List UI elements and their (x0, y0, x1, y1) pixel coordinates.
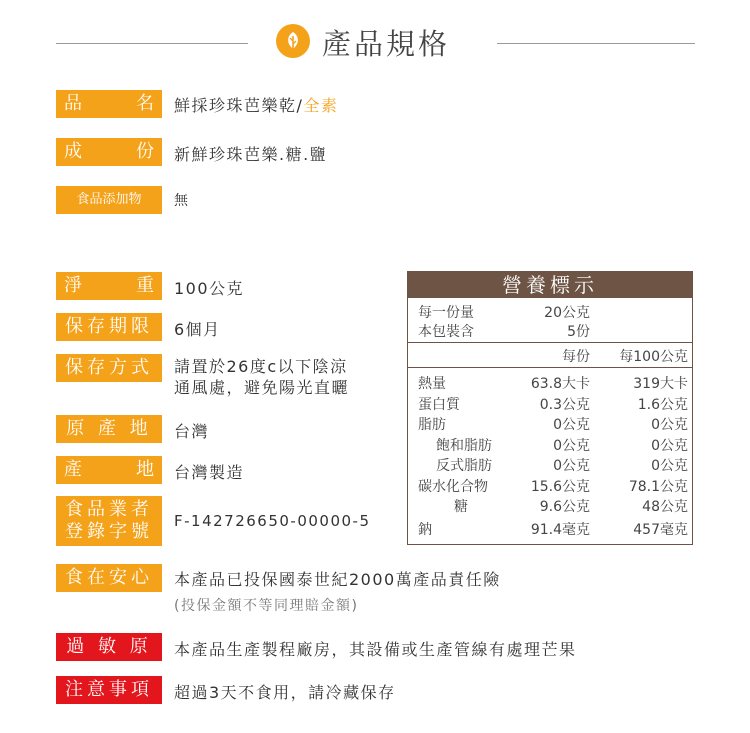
storage-line: 請置於26度c以下陰涼 (174, 357, 348, 376)
allergen-value: 本產品生產製程廠房，其設備或生產管線有處理芒果 (174, 640, 577, 659)
serving-size-value: 20公克 (544, 305, 590, 321)
caution-value: 超過3天不食用，請冷藏保存 (174, 683, 396, 702)
insurance-note: (投保金額不等同理賠金額) (174, 598, 359, 614)
nutrition-table (407, 271, 693, 545)
label-allergen: 過 敏 原 (56, 633, 162, 661)
label-text: 食品業者 (65, 499, 153, 520)
nutrient-per-serving: 0公克 (553, 417, 590, 433)
label-net-weight (56, 272, 162, 300)
producer-value: 台灣製造 (174, 463, 245, 482)
label-producer (56, 456, 162, 484)
divider (408, 342, 692, 343)
nutrient-name: 飽和脂肪 (436, 437, 492, 454)
label-text: 登錄字號 (65, 521, 153, 542)
nutrient-name: 脂肪 (418, 417, 446, 433)
storage-value (174, 356, 349, 398)
nutrient-per-serving: 0公克 (553, 437, 590, 454)
label-caution: 注意事項 (56, 676, 162, 704)
vegan-tag: 全素 (303, 96, 339, 115)
nutrient-per-100g: 1.6公克 (637, 396, 688, 413)
nutrient-per-100g: 0公克 (651, 437, 688, 454)
nutrient-name: 蛋白質 (418, 396, 460, 413)
shelf-life-value: 6個月 (174, 320, 221, 339)
label-additives: 食品添加物 (56, 186, 162, 214)
nutrient-per-serving: 9.6公克 (539, 499, 590, 515)
storage-line: 通風處，避免陽光直曬 (174, 378, 350, 397)
label-text: 淨 (64, 275, 82, 296)
label-registration (56, 496, 162, 546)
divider (408, 367, 692, 368)
nutrient-per-100g: 78.1公克 (628, 478, 688, 495)
nutrient-per-100g: 0公克 (651, 458, 688, 474)
servings-value: 5份 (567, 324, 590, 340)
nutrient-per-100g: 0公克 (651, 417, 688, 433)
col-per-100g: 每100公克 (619, 349, 688, 365)
leaf-icon (276, 24, 310, 58)
additives-value: 無 (174, 193, 190, 209)
header-line-left (56, 43, 248, 44)
nutrient-per-serving: 91.4毫克 (530, 521, 590, 538)
label-storage: 保存方式 (56, 354, 162, 382)
nutrient-per-serving: 0.3公克 (539, 396, 590, 413)
net-weight-value: 100公克 (174, 279, 245, 298)
servings-label: 本包裝含 (418, 324, 474, 340)
nutrient-per-100g: 457毫克 (633, 521, 688, 538)
product-name: 鮮採珍珠芭樂乾/ (174, 96, 304, 115)
header-line-right (497, 43, 695, 44)
label-text: 地 (136, 459, 154, 480)
nutrient-per-100g: 319大卡 (633, 376, 688, 392)
safety-value (174, 567, 501, 615)
nutrient-per-serving: 63.8大卡 (530, 376, 590, 392)
label-text: 產 (64, 459, 82, 480)
label-text: 成 (64, 141, 82, 162)
nutrient-name: 反式脂肪 (436, 458, 492, 474)
nutrient-per-serving: 15.6公克 (530, 478, 590, 495)
nutrient-per-serving: 0公克 (553, 458, 590, 474)
nutrient-name: 熱量 (418, 376, 446, 392)
nutrient-per-100g: 48公克 (642, 499, 688, 515)
page-title: 產品規格 (322, 27, 451, 61)
ingredients-value: 新鮮珍珠芭樂.糖.鹽 (174, 145, 328, 164)
label-text: 重 (136, 275, 154, 296)
nutrition-title: 營養標示 (408, 272, 692, 298)
label-text: 名 (136, 93, 154, 114)
nutrient-name: 糖 (454, 499, 468, 515)
product-name-value (174, 93, 338, 116)
registration-value: F-142726650-00000-5 (174, 512, 371, 530)
label-text: 品 (64, 93, 82, 114)
col-per-serving: 每份 (562, 349, 590, 365)
nutrient-name: 鈉 (418, 521, 432, 538)
label-safety: 食在安心 (56, 564, 162, 592)
label-shelf-life: 保存期限 (56, 313, 162, 341)
serving-size-label: 每一份量 (418, 305, 474, 321)
nutrient-name: 碳水化合物 (418, 478, 488, 495)
insurance-text: 本產品已投保國泰世紀2000萬產品責任險 (174, 570, 501, 589)
label-text: 份 (136, 141, 154, 162)
origin-value: 台灣 (174, 422, 210, 441)
label-ingredients (56, 138, 162, 166)
label-product-name (56, 90, 162, 118)
label-origin: 原 產 地 (56, 415, 162, 443)
